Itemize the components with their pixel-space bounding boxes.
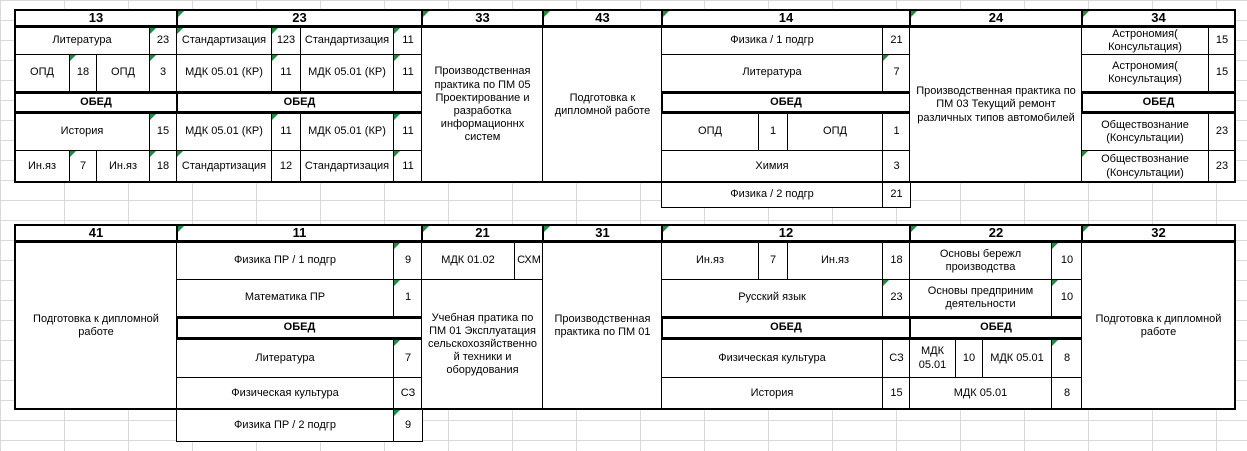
lesson-room: 123 bbox=[271, 27, 301, 55]
lesson-subject: Астрономия( Консультация) bbox=[1081, 54, 1209, 92]
lesson-room: 23 bbox=[1208, 150, 1236, 183]
lesson-subject: Стандартизация bbox=[176, 27, 272, 55]
lesson-room: 9 bbox=[393, 409, 423, 442]
lesson-room: 12 bbox=[271, 150, 301, 183]
group-header-31: 31 bbox=[542, 224, 663, 242]
lunch-break: ОБЕД bbox=[176, 317, 423, 339]
diploma-prep-block: Подготовка к дипломной работе bbox=[14, 242, 178, 410]
lesson-room: 23 bbox=[1208, 113, 1236, 151]
lesson-subject: Ин.яз bbox=[661, 242, 759, 280]
lesson-room: 23 bbox=[149, 27, 177, 55]
lunch-break: ОБЕД bbox=[909, 317, 1083, 339]
lesson-room: 1 bbox=[393, 279, 423, 317]
diploma-prep-block: Подготовка к дипломной работе bbox=[542, 27, 663, 183]
lesson-subject: МДК 01.02 bbox=[421, 242, 515, 280]
lesson-room: 3 bbox=[882, 150, 911, 183]
group-header-13: 13 bbox=[14, 9, 178, 27]
diploma-prep-block: Подготовка к дипломной работе bbox=[1081, 242, 1236, 410]
lesson-room: 7 bbox=[882, 54, 911, 92]
lesson-subject: ОПД bbox=[787, 113, 883, 151]
lesson-room: 23 bbox=[882, 279, 911, 317]
lesson-subject: МДК 05.01 (КР) bbox=[176, 54, 272, 92]
group-header-11: 11 bbox=[176, 224, 423, 242]
lunch-break: ОБЕД bbox=[14, 92, 178, 113]
lunch-break: ОБЕД bbox=[176, 92, 423, 113]
lesson-room: 7 bbox=[758, 242, 788, 280]
lesson-subject: МДК 05.01 (КР) bbox=[176, 113, 272, 151]
lesson-room: СХМ bbox=[514, 242, 544, 280]
lesson-subject: Литература bbox=[176, 339, 394, 378]
lesson-room: 11 bbox=[271, 113, 301, 151]
lesson-subject: МДК 05.01 (КР) bbox=[300, 54, 394, 92]
lesson-room: 10 bbox=[1051, 279, 1083, 317]
lesson-subject: Основы предприним деятельности bbox=[909, 279, 1052, 317]
lesson-room: 18 bbox=[69, 54, 97, 92]
lesson-subject: Русский язык bbox=[661, 279, 883, 317]
lesson-room: 21 bbox=[882, 27, 911, 55]
lesson-room: 11 bbox=[393, 27, 423, 55]
group-header-43: 43 bbox=[542, 9, 663, 27]
lesson-room: СЗ bbox=[393, 377, 423, 410]
group-header-41: 41 bbox=[14, 224, 178, 242]
lesson-subject: Физическая культура bbox=[661, 339, 883, 378]
practice-block: Учебная пратика по ПМ 01 Эксплуатация сельскохозяйственно й техники и оборудования bbox=[421, 279, 544, 410]
lesson-room: 9 bbox=[393, 242, 423, 280]
lesson-subject: Литература bbox=[661, 54, 883, 92]
lesson-subject: ОПД bbox=[96, 54, 150, 92]
lesson-subject: Ин.яз bbox=[96, 150, 150, 183]
lesson-room: 1 bbox=[758, 113, 788, 151]
lesson-subject: Стандартизация bbox=[300, 150, 394, 183]
lesson-subject: Физика / 1 подгр bbox=[661, 27, 883, 55]
lesson-room: 15 bbox=[882, 377, 911, 410]
group-header-14: 14 bbox=[661, 9, 911, 27]
group-header-32: 32 bbox=[1081, 224, 1236, 242]
lesson-subject: Стандартизация bbox=[176, 150, 272, 183]
lesson-room: 1 bbox=[882, 113, 911, 151]
lesson-subject: МДК 05.01 bbox=[909, 377, 1052, 410]
lesson-subject: ОПД bbox=[661, 113, 759, 151]
group-header-21: 21 bbox=[421, 224, 544, 242]
lesson-subject: История bbox=[14, 113, 150, 151]
lesson-room: 18 bbox=[882, 242, 911, 280]
practice-block: Производственная практика по ПМ 05 Проектирование и разработка информационнх систем bbox=[421, 27, 544, 183]
lesson-subject: Химия bbox=[661, 150, 883, 183]
lesson-room: 11 bbox=[393, 113, 423, 151]
practice-block: Производственная практика по ПМ 03 Текущий ремонт различных типов автомобилей bbox=[909, 27, 1083, 183]
lesson-room: 11 bbox=[393, 54, 423, 92]
lesson-room: 10 bbox=[1051, 242, 1083, 280]
group-header-24: 24 bbox=[909, 9, 1083, 27]
lesson-subject: Ин.яз bbox=[787, 242, 883, 280]
lesson-subject: Физика ПР / 2 подгр bbox=[176, 409, 394, 442]
lesson-subject: Математика ПР bbox=[176, 279, 394, 317]
lesson-subject: История bbox=[661, 377, 883, 410]
lesson-subject: Обществознание (Консультации) bbox=[1081, 150, 1209, 183]
lesson-room: 10 bbox=[955, 339, 983, 378]
practice-block: Производственная практика по ПМ 01 bbox=[542, 242, 663, 410]
lesson-room: 8 bbox=[1051, 339, 1083, 378]
lesson-subject: МДК 05.01 (КР) bbox=[300, 113, 394, 151]
lesson-room: 11 bbox=[271, 54, 301, 92]
lesson-subject: Физика ПР / 1 подгр bbox=[176, 242, 394, 280]
lesson-subject: МДК 05.01 bbox=[982, 339, 1052, 378]
lesson-room: 7 bbox=[69, 150, 97, 183]
group-header-33: 33 bbox=[421, 9, 544, 27]
lesson-subject: Обществознание (Консультации) bbox=[1081, 113, 1209, 151]
lesson-subject: Астрономия( Консультация) bbox=[1081, 27, 1209, 55]
lesson-room: 11 bbox=[393, 150, 423, 183]
lesson-room: 15 bbox=[1208, 54, 1236, 92]
lesson-room: СЗ bbox=[882, 339, 911, 378]
lesson-subject: МДК 05.01 bbox=[909, 339, 956, 378]
lesson-room: 8 bbox=[1051, 377, 1083, 410]
lesson-room: 15 bbox=[149, 113, 177, 151]
lesson-room: 21 bbox=[882, 182, 911, 208]
lesson-room: 15 bbox=[1208, 27, 1236, 55]
lesson-subject: Ин.яз bbox=[14, 150, 70, 183]
lesson-room: 3 bbox=[149, 54, 177, 92]
lesson-subject: ОПД bbox=[14, 54, 70, 92]
lesson-subject: Литература bbox=[14, 27, 150, 55]
lesson-room: 18 bbox=[149, 150, 177, 183]
group-header-23: 23 bbox=[176, 9, 423, 27]
lunch-break: ОБЕД bbox=[661, 92, 911, 113]
lesson-subject: Физическая культура bbox=[176, 377, 394, 410]
group-header-34: 34 bbox=[1081, 9, 1236, 27]
lunch-break: ОБЕД bbox=[661, 317, 911, 339]
lesson-subject: Физика / 2 подгр bbox=[661, 182, 883, 208]
lesson-subject: Стандартизация bbox=[300, 27, 394, 55]
lesson-subject: Основы бережл производства bbox=[909, 242, 1052, 280]
group-header-12: 12 bbox=[661, 224, 911, 242]
group-header-22: 22 bbox=[909, 224, 1083, 242]
lesson-room: 7 bbox=[393, 339, 423, 378]
lunch-break: ОБЕД bbox=[1081, 92, 1236, 113]
